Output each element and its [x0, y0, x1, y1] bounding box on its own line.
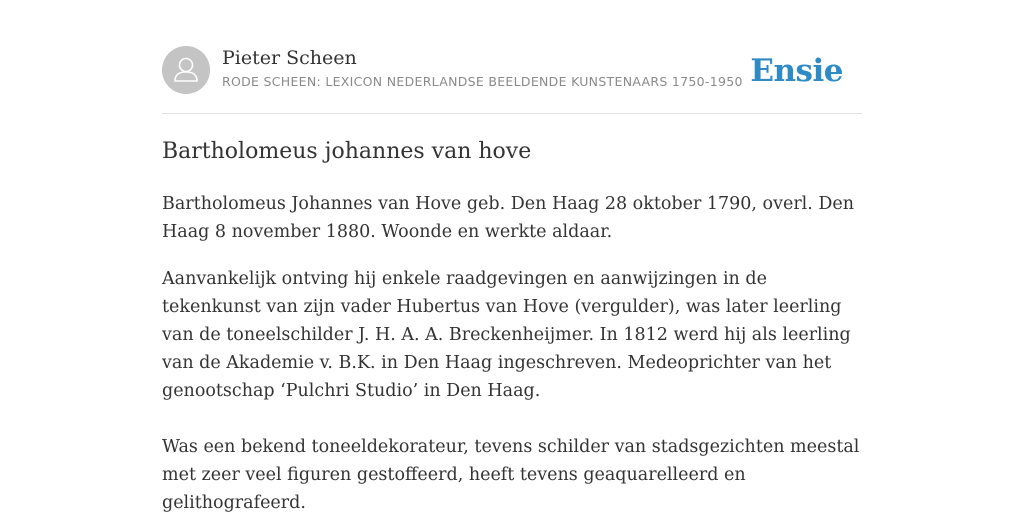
paragraph-work: Was een bekend toneeldekorateur, tevens schilder van stadsgezichten meestal met zeer veel figuren gestoffeerd, heeft tevens geaquarelleerd en gelithografeerd. [162, 437, 860, 512]
article-header [162, 46, 862, 96]
header-divider [162, 113, 862, 114]
source-label[interactable]: RODE SCHEEN: LEXICON NEDERLANDSE BEELDENDE KUNSTENAARS 1750-1950 [222, 74, 743, 89]
article-body [162, 190, 862, 512]
paragraph-birth: Bartholomeus Johannes van Hove geb. Den Haag 28 oktober 1790, overl. Den Haag 8 november 1880. Woonde en werkte aldaar. [162, 194, 855, 242]
article-title: Bartholomeus johannes van hove [162, 139, 532, 164]
ensie-logo[interactable]: Ensie [750, 53, 843, 89]
user-avatar-icon[interactable] [162, 46, 210, 94]
paragraph-training: Aanvankelijk ontving hij enkele raadgevingen en aanwijzingen in de tekenkunst van zijn vader Hubertus van Hove (vergulder), was later leerling van de toneelschilder J. H. A. A. Breckenheijmer. In 1812 werd hij als leerling van de Akademie v. B.K. in Den Haag ingeschreven. Medeoprichter van het genootschap ‘Pulchri Studio’ in Den Haag. [162, 269, 851, 401]
author-name[interactable]: Pieter Scheen [222, 47, 357, 69]
